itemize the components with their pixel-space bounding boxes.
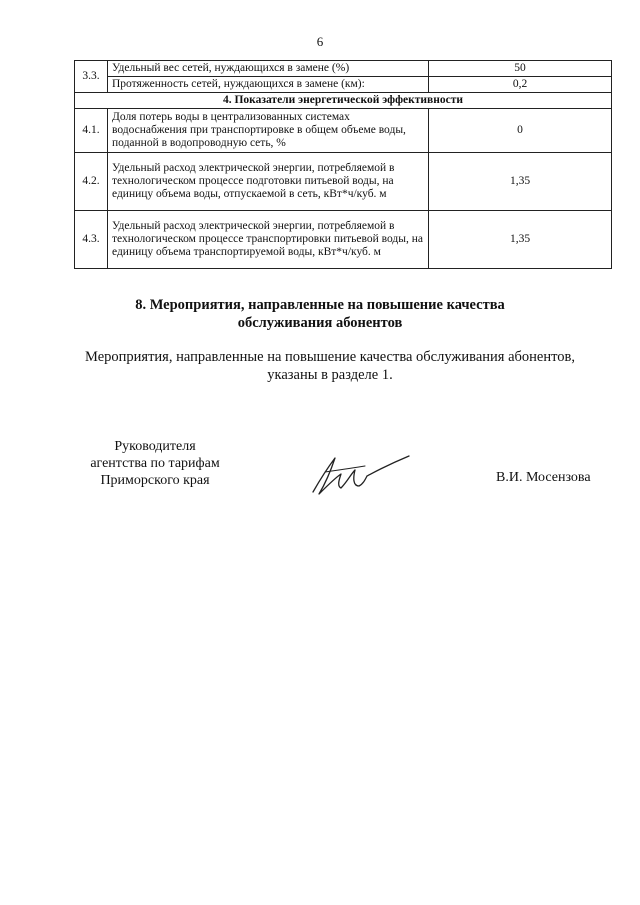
row-description: Доля потерь воды в централизованных системах водоснабжения при транспортировке в общем объеме воды, поданной в водопроводную сеть, % — [108, 109, 429, 153]
row-value: 1,35 — [429, 211, 612, 269]
section-8-heading — [0, 296, 640, 332]
row-number: 4.3. — [75, 211, 108, 269]
table-row — [75, 77, 612, 93]
title-line: агентства по тарифам — [90, 456, 220, 471]
row-description: Удельный расход электрической энергии, потребляемой в технологическом процессе транспортировки питьевой воды, на единицу объема транспортируемой воды, кВт*ч/куб. м — [108, 211, 429, 269]
row-description: Удельный вес сетей, нуждающихся в замене (%) — [108, 61, 429, 77]
section-8-text — [60, 348, 600, 384]
row-value: 0,2 — [429, 77, 612, 93]
row-value: 50 — [429, 61, 612, 77]
table-row — [75, 109, 612, 153]
table-section-title: 4. Показатели энергетической эффективности — [75, 93, 612, 109]
table-section-row — [75, 93, 612, 109]
row-description: Протяженность сетей, нуждающихся в замене (км): — [108, 77, 429, 93]
row-number: 4.2. — [75, 153, 108, 211]
row-number: 4.1. — [75, 109, 108, 153]
row-description: Удельный расход электрической энергии, потребляемой в технологическом процессе подготовки питьевой воды, на единицу объема воды, отпускаемой в сеть, кВт*ч/куб. м — [108, 153, 429, 211]
title-line: Руководителя — [114, 439, 196, 454]
table-row — [75, 153, 612, 211]
text-line: указаны в разделе 1. — [267, 367, 393, 383]
page-number: 6 — [316, 34, 324, 49]
handwritten-signature-icon — [305, 448, 415, 500]
heading-line: 8. Мероприятия, направленные на повышение качества — [135, 297, 505, 313]
row-value: 1,35 — [429, 153, 612, 211]
table-row — [75, 211, 612, 269]
row-number: 3.3. — [75, 61, 108, 93]
heading-line: обслуживания абонентов — [237, 315, 403, 331]
row-value: 0 — [429, 109, 612, 153]
signer-title — [80, 438, 230, 489]
text-line: Мероприятия, направленные на повышение качества обслуживания абонентов, — [85, 349, 575, 365]
signer-name: В.И. Мосензова — [496, 470, 591, 485]
table-row — [75, 61, 612, 77]
indicators-table — [74, 60, 612, 269]
title-line: Приморского края — [100, 473, 210, 488]
